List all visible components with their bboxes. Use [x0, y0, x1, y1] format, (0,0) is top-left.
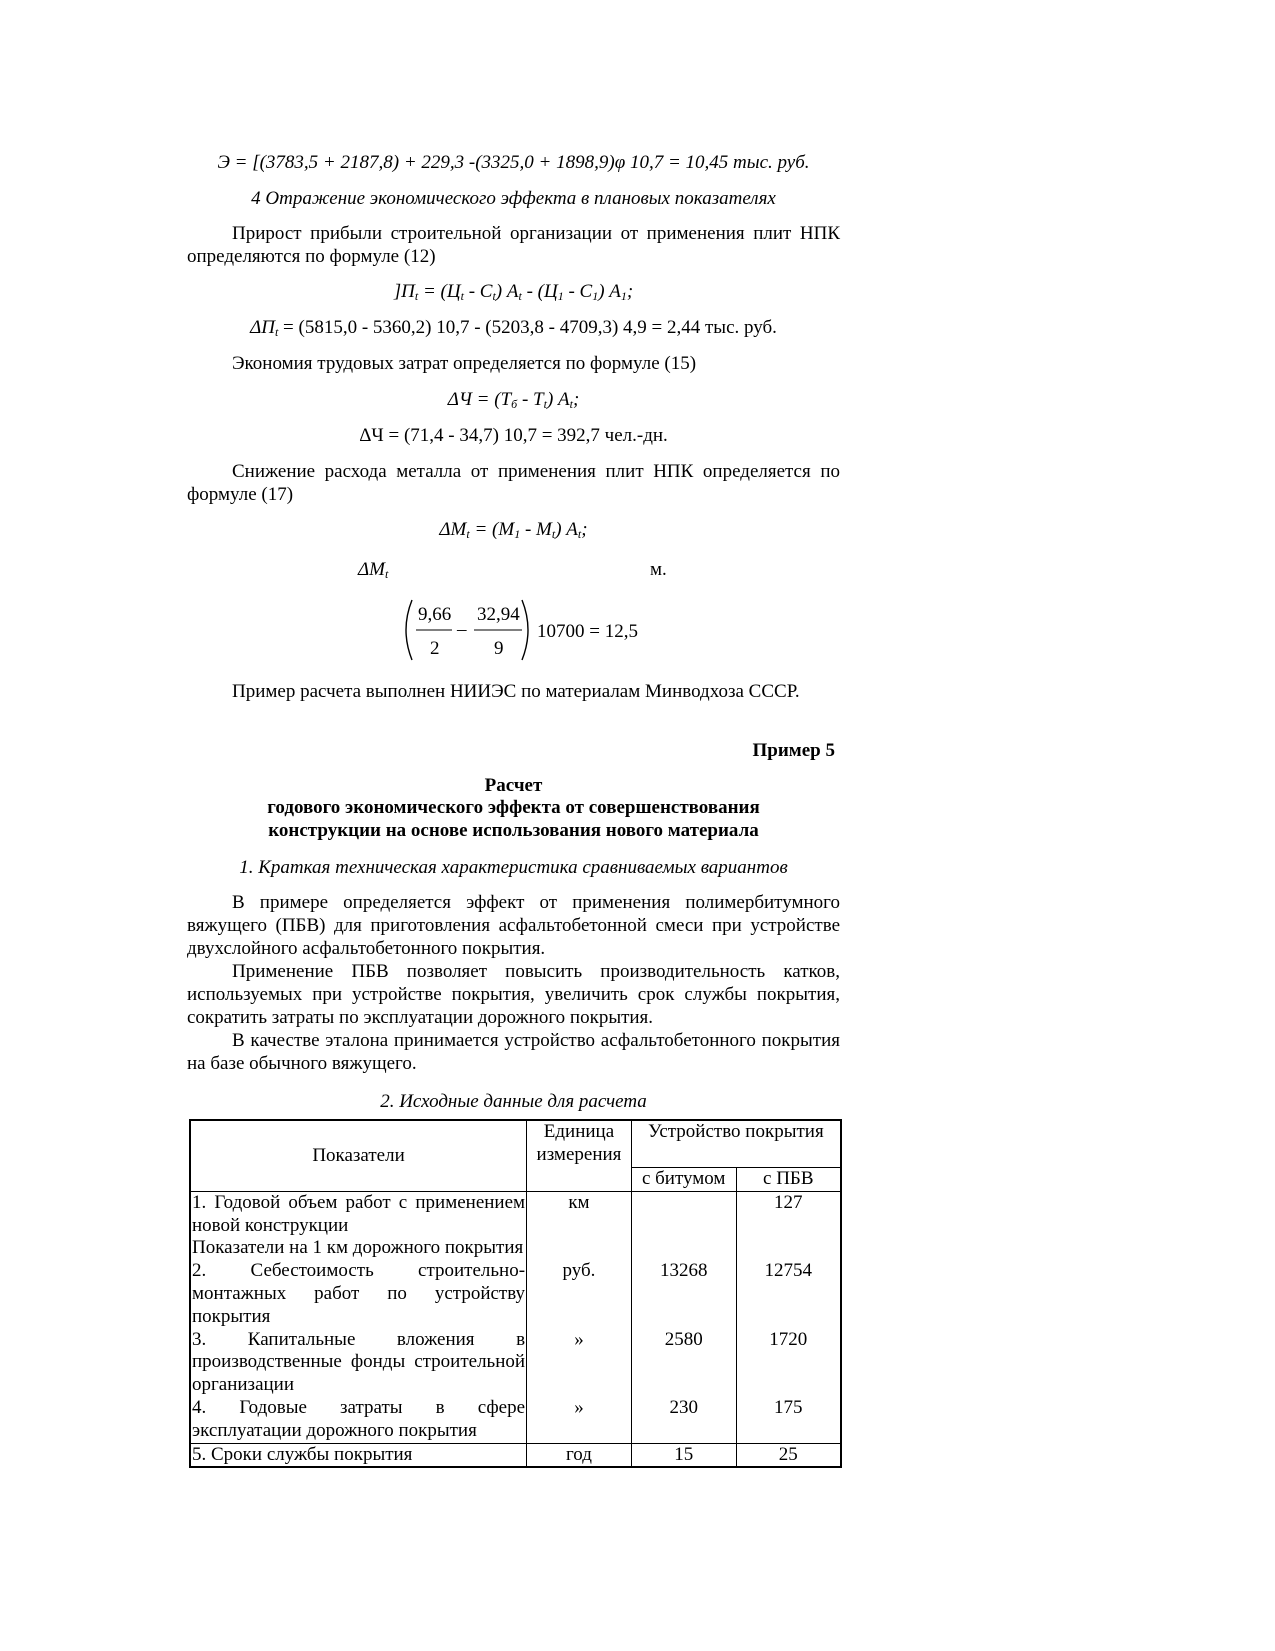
row-value-bitumen — [631, 1191, 736, 1237]
row-label: Показатели на 1 км дорожного покрытия — [190, 1237, 527, 1260]
example-title-line3: конструкции на основе использования нового материала — [268, 820, 759, 841]
table-row — [190, 1443, 841, 1467]
minus-sign: – — [457, 619, 467, 640]
row-value-pbv — [736, 1237, 841, 1260]
frac2-numerator: 32,94 — [477, 604, 520, 625]
table-row — [190, 1329, 841, 1397]
header-unit: Единица измерения — [527, 1120, 632, 1168]
subheading-1: 1. Краткая техническая характеристика сравниваемых вариантов — [239, 857, 788, 878]
row-label: 4. Годовые затраты в сфере эксплуатации дорожного покрытия — [190, 1397, 527, 1443]
table-row — [190, 1397, 841, 1443]
frac1-numerator: 9,66 — [418, 604, 452, 625]
metal-calc-prefix: $\Delta М_t$ — [358, 559, 389, 581]
example-title-line2: годового экономического эффекта от совершенствования — [267, 797, 760, 818]
row-value-bitumen — [631, 1237, 736, 1260]
example-title-line1: Расчет — [484, 775, 543, 796]
header-device: Устройство покрытия — [631, 1120, 841, 1168]
row-unit: » — [527, 1397, 632, 1443]
section4-paragraph-4: Пример расчета выполнен НИИЭС по материалам Минводхоза СССР. — [232, 681, 800, 702]
row-value-pbv: 127 — [736, 1191, 841, 1237]
effect-formula-line: Э = [(3783,5 + 2187,8) + 229,3 -(3325,0 + 1898,9)φ 10,7 = 10,45 тыс. руб. — [217, 152, 810, 173]
source-data-table — [189, 1119, 842, 1468]
row-value-bitumen: 230 — [631, 1397, 736, 1443]
frac1-denominator: 2 — [430, 638, 440, 659]
row-unit: » — [527, 1329, 632, 1397]
fraction-tail: 10700 = 12,5 — [537, 621, 638, 642]
row-value-bitumen: 15 — [631, 1443, 736, 1467]
example-paragraph-3: В качестве эталона принимается устройство асфальтобетонного покрытия на базе обычного вяжущего. — [187, 1030, 840, 1074]
section4-paragraph-2: Экономия трудовых затрат определяется по формуле (15) — [232, 353, 697, 374]
section4-heading: 4 Отражение экономического эффекта в плановых показателях — [251, 188, 776, 209]
row-unit — [527, 1237, 632, 1260]
row-value-pbv: 12754 — [736, 1260, 841, 1328]
row-unit: км — [527, 1191, 632, 1237]
row-label: 3. Капитальные вложения в производственные фонды строительной организации — [192, 1328, 526, 1396]
metal-formula: $\Delta М_t = (М_1 - М_t)$ $А_t$; — [439, 519, 588, 541]
header-indicators: Показатели — [190, 1120, 527, 1191]
labor-formula: $\Delta Ч = (Т_б - Т_t)$ $А_t$; — [447, 389, 580, 411]
profit-formula: ]$П_t = (Ц_t - С_t)$ $А_t - (Ц_1 - С_1)$ $А_1$; — [393, 281, 634, 303]
row-label: 5. Сроки службы покрытия — [190, 1443, 527, 1467]
header-unit-empty — [527, 1168, 632, 1192]
row-value-pbv: 1720 — [736, 1329, 841, 1397]
row-value-bitumen: 13268 — [631, 1260, 736, 1328]
example-label: Пример 5 — [752, 740, 835, 761]
row-value-pbv: 25 — [736, 1443, 841, 1467]
row-label: 1. Годовой объем работ с применением новой конструкции — [192, 1191, 526, 1236]
example-paragraph-1: В примере определяется эффект от применения полимербитумного вяжущего (ПБВ) для приготовления асфальтобетонной смеси при устройстве двухслойного асфальтобетонного покрытия. — [187, 892, 840, 959]
header-bitumen: с битумом — [631, 1168, 736, 1192]
row-unit: год — [527, 1443, 632, 1467]
table-row — [190, 1260, 841, 1328]
section4-paragraph-1: Прирост прибыли строительной организации от применения плит НПК определяются по формуле (12) — [187, 223, 840, 267]
example-paragraph-2: Применение ПБВ позволяет повысить производительность катков, используемых при устройстве покрытия, увеличить срок службы покрытия, сократить затраты по эксплуатации дорожного покрытия. — [187, 961, 840, 1028]
row-value-pbv: 175 — [736, 1397, 841, 1443]
frac2-denominator: 9 — [494, 638, 504, 659]
table-header-row-1 — [190, 1120, 841, 1168]
row-value-bitumen: 2580 — [631, 1329, 736, 1397]
labor-calculation: ΔЧ = (71,4 - 34,7) 10,7 = 392,7 чел.-дн. — [359, 425, 668, 446]
profit-calculation: $\Delta П_t = (5815,0 - 5360,2)$ 10,7 - (5203,8 - 4709,3) 4,9 = 2,44 тыс. руб. — [250, 317, 777, 339]
metal-unit: м. — [650, 559, 667, 580]
table-row — [190, 1237, 841, 1260]
header-pbv: с ПБВ — [736, 1168, 841, 1192]
subheading-2: 2. Исходные данные для расчета — [380, 1091, 647, 1112]
row-unit: руб. — [527, 1260, 632, 1328]
section4-paragraph-3: Снижение расхода металла от применения плит НПК определяется по формуле (17) — [187, 461, 840, 505]
row-label: 2. Себестоимость строительно-монтажных работ по устройству покрытия — [192, 1260, 526, 1327]
table-row — [190, 1191, 841, 1237]
